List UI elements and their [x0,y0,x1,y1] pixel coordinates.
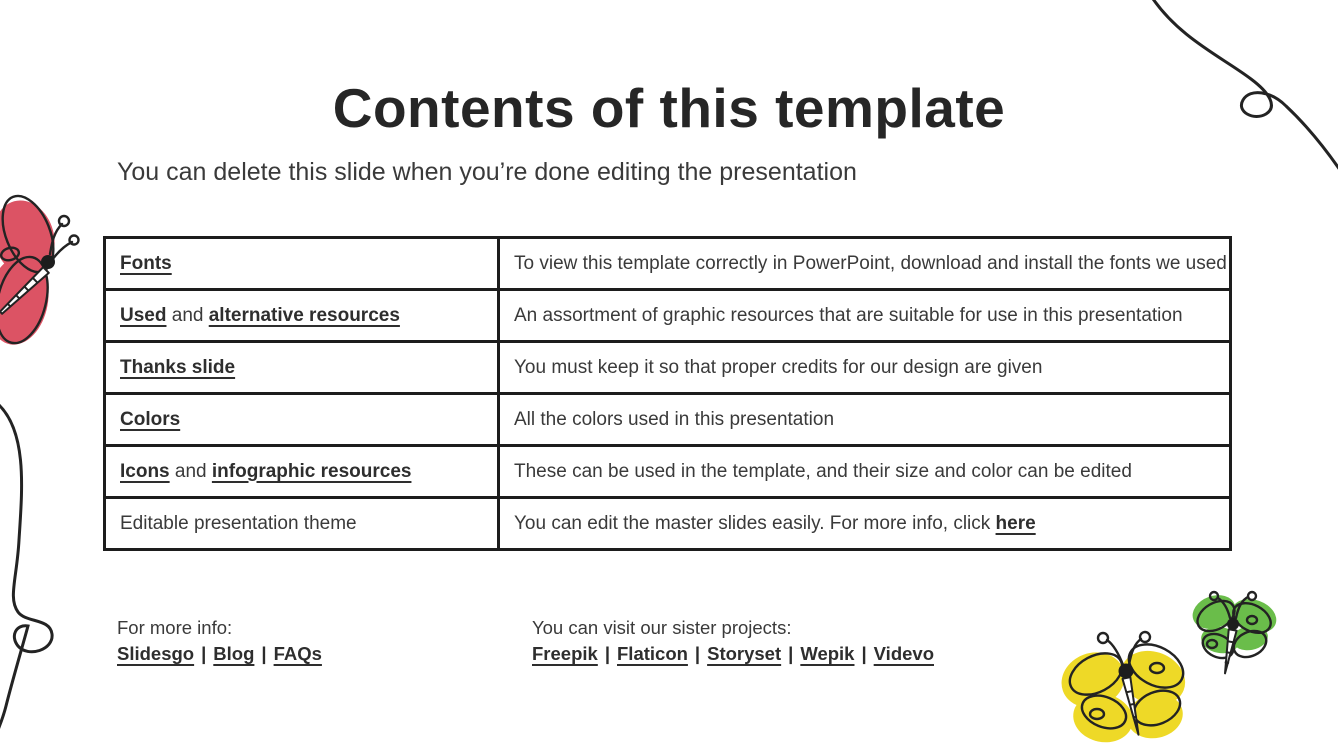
footer-sister-block [532,617,934,665]
topic-joiner-text: and [166,304,209,326]
table-row [105,446,1231,498]
description-cell [499,394,1231,446]
subtitle: You can delete this slide when you’re done editing the presentation [117,158,857,186]
slidesgo-link[interactable]: Slidesgo [117,643,195,664]
footer-sister-links [532,643,934,665]
yellow-butterfly-icon [1057,628,1199,753]
description-text: All the colors used in this presentation [514,408,835,430]
contents-table [103,236,1232,551]
description-cell [499,498,1231,550]
colors-link[interactable]: Colors [120,408,181,430]
description-text: You can edit the master slides easily. For more info, click [514,512,996,534]
table-row [105,342,1231,394]
freepik-link[interactable]: Freepik [532,643,598,664]
yellow-butterfly-wings-outline [1063,636,1191,735]
red-butterfly-wings-outline [0,190,63,348]
green-butterfly-antennae [1210,592,1256,618]
table-row [105,238,1231,290]
link-separator: | [788,643,794,664]
wepik-link[interactable]: Wepik [800,643,855,664]
fonts-link[interactable]: Fonts [120,252,172,274]
storyset-link[interactable]: Storyset [707,643,782,664]
description-cell [499,446,1231,498]
topic-cell [105,290,499,342]
editable-theme-text: Editable presentation theme [120,512,357,534]
description-cell [499,238,1231,290]
videvo-link[interactable]: Videvo [873,643,934,664]
page-title: Contents of this template [332,77,1006,139]
link-separator: | [261,643,267,664]
faqs-link[interactable]: FAQs [273,643,322,664]
footer-info-links [117,643,322,665]
link-separator: | [694,643,701,664]
green-butterfly-wings-fill [1188,590,1280,656]
description-cell [499,342,1231,394]
topic-cell [105,238,499,290]
yellow-butterfly-antennae [1098,632,1150,665]
blog-link[interactable]: Blog [213,643,255,664]
here-link[interactable]: here [995,512,1036,534]
red-butterfly-antennae [50,216,79,260]
description-cell [499,290,1231,342]
yellow-butterfly-abdomen [1123,677,1143,735]
topic-cell [105,394,499,446]
yellow-butterfly-body [1119,664,1134,679]
topic-joiner-text: and [169,460,212,482]
yellow-butterfly-wings-fill [1057,642,1193,748]
topic-cell [105,342,499,394]
table-row [105,290,1231,342]
red-butterfly-body [41,255,55,269]
link-separator: | [201,643,207,664]
green-butterfly-wings-outline [1192,595,1276,663]
squiggle-doodle-icon [0,396,120,753]
topic-cell [105,446,499,498]
infographic-resources-link[interactable]: infographic resources [211,460,412,482]
topic-cell [105,498,499,550]
footer-info-block [117,617,322,665]
description-text: An assortment of graphic resources that are suitable for use in this presentation [514,304,1183,326]
thanks-slide-link[interactable]: Thanks slide [120,356,236,378]
icons-link[interactable]: Icons [120,460,170,482]
green-butterfly-icon [1178,590,1280,685]
footer-info-label: For more info: [117,617,233,638]
flaticon-link[interactable]: Flaticon [617,643,688,664]
footer-sister-label: You can visit our sister projects: [532,617,792,638]
red-butterfly-abdomen [0,267,49,316]
green-butterfly-abdomen [1221,629,1237,674]
table-row [105,394,1231,446]
description-text: To view this template correctly in PowerPoint, download and install the fonts we used [514,252,1227,274]
red-butterfly-icon [0,190,84,360]
link-separator: | [861,643,867,664]
description-text: You must keep it so that proper credits for our design are given [514,356,1043,378]
red-butterfly-wings-fill [0,194,63,350]
alternative-resources-link[interactable]: alternative resources [208,304,400,326]
description-text: These can be used in the template, and their size and color can be edited [514,460,1132,482]
table-row [105,498,1231,550]
link-separator: | [604,643,610,664]
used-resources-link[interactable]: Used [120,304,167,326]
green-butterfly-body [1227,618,1239,630]
